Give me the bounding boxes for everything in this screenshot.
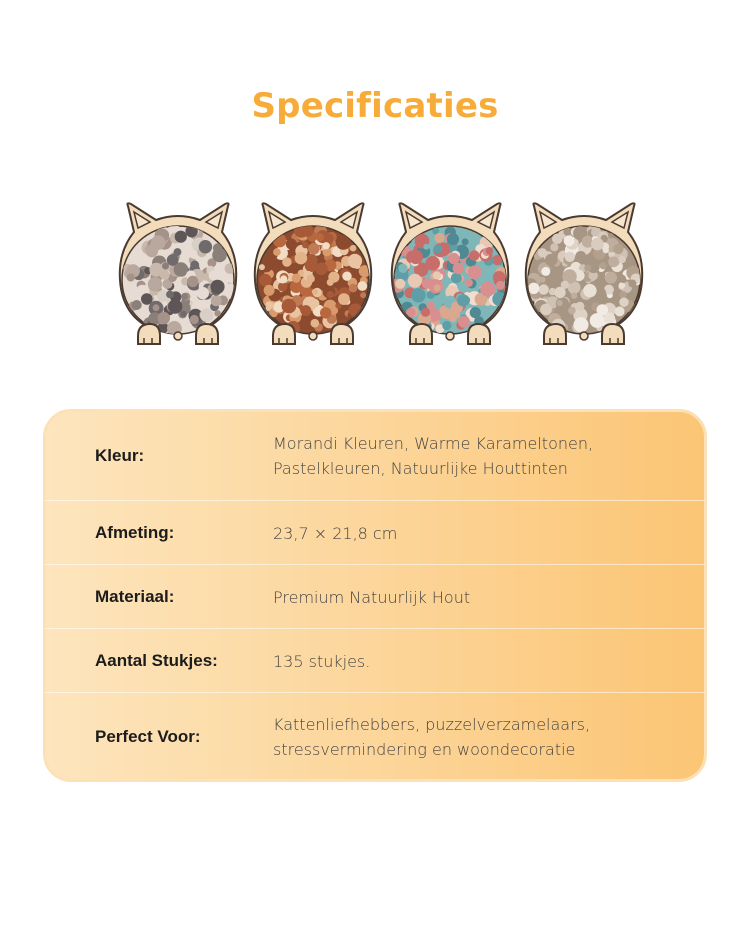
spec-row-afmeting xyxy=(45,500,705,565)
cat-puzzle-caramel-icon xyxy=(249,200,377,352)
cat-puzzle-natural-wood-icon xyxy=(520,200,648,352)
spec-value xyxy=(273,585,470,610)
spec-row-materiaal xyxy=(45,564,705,629)
spec-value-line: 135 stukjes. xyxy=(273,651,371,671)
spec-label: Afmeting: xyxy=(95,523,175,542)
page-title: Specificaties xyxy=(251,86,499,126)
spec-label: Kleur: xyxy=(95,445,145,465)
spec-value xyxy=(273,431,593,481)
cat-puzzle-morandi-icon xyxy=(114,200,242,352)
spec-value xyxy=(273,521,397,546)
spec-label: Aantal Stukjes: xyxy=(95,651,218,670)
spec-value xyxy=(273,712,590,762)
spec-value-line: Pastelkleuren, Natuurlijke Houttinten xyxy=(273,458,568,478)
spec-value-line: 23,7 × 21,8 cm xyxy=(273,523,398,543)
spec-value-line: Kattenliefhebbers, puzzelverzamelaars, xyxy=(273,715,591,734)
puzzle-variants xyxy=(0,200,750,360)
spec-value-line: Premium Natuurlijk Hout xyxy=(273,587,471,607)
spec-table xyxy=(43,409,707,782)
cat-puzzle-pastel-icon xyxy=(386,200,514,352)
spec-row-kleur xyxy=(45,411,705,500)
spec-value-line: stressvermindering en woondecoratie xyxy=(273,740,576,759)
spec-label: Perfect Voor: xyxy=(95,727,201,746)
spec-row-perfect-voor xyxy=(45,692,705,781)
spec-row-aantal-stukjes xyxy=(45,628,705,693)
spec-value-line: Morandi Kleuren, Warme Karameltonen, xyxy=(273,433,594,453)
spec-value xyxy=(273,649,370,674)
spec-label: Materiaal: xyxy=(95,587,175,606)
